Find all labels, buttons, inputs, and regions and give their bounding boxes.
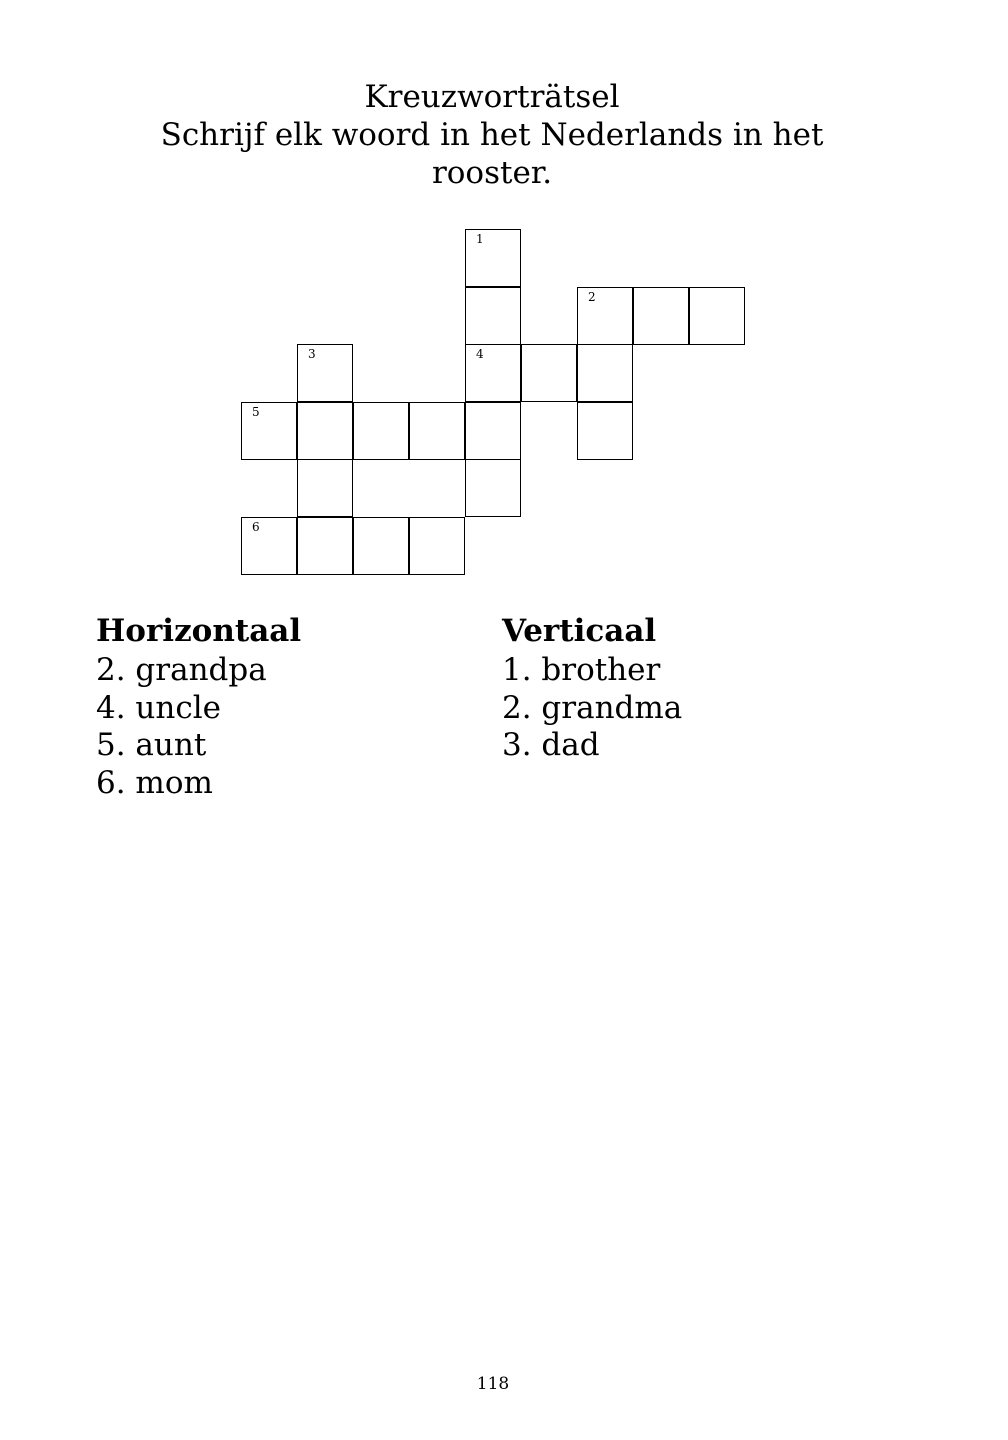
- down-clues: [502, 612, 902, 765]
- clue-number: 4: [476, 347, 484, 361]
- down-heading: Verticaal: [502, 613, 657, 649]
- clue-number: 3: [308, 347, 316, 361]
- crossword-cell[interactable]: [241, 402, 297, 460]
- crossword-cell[interactable]: [297, 402, 353, 460]
- across-clue: 2. grandpa: [96, 652, 267, 688]
- clue-number: 6: [252, 520, 260, 534]
- crossword-cell[interactable]: [577, 287, 633, 345]
- crossword-cell[interactable]: [353, 402, 409, 460]
- crossword-cell[interactable]: [465, 287, 521, 345]
- across-clue-list: [96, 652, 476, 802]
- crossword-cell[interactable]: [409, 517, 465, 575]
- crossword-cell[interactable]: [577, 344, 633, 402]
- crossword-cell[interactable]: [297, 344, 353, 402]
- across-clues: [96, 612, 476, 802]
- down-clue: 1. brother: [502, 652, 661, 688]
- crossword-cell[interactable]: [297, 459, 353, 517]
- puzzle-instructions: Schrijf elk woord in het Nederlands in het rooster.: [160, 117, 824, 191]
- crossword-cell[interactable]: [465, 459, 521, 517]
- down-clue: 3. dad: [502, 727, 600, 763]
- crossword-grid: [0, 0, 1008, 600]
- crossword-cell[interactable]: [465, 402, 521, 460]
- crossword-cell[interactable]: [689, 287, 745, 345]
- crossword-cell[interactable]: [409, 402, 465, 460]
- crossword-cell[interactable]: [465, 344, 521, 402]
- crossword-cell[interactable]: [577, 402, 633, 460]
- crossword-cell[interactable]: [297, 517, 353, 575]
- across-heading: Horizontaal: [96, 613, 302, 649]
- across-clue: 4. uncle: [96, 689, 221, 726]
- puzzle-title: Kreuzworträtsel: [364, 79, 620, 115]
- crossword-cell[interactable]: [521, 344, 577, 402]
- across-clue: 5. aunt: [96, 727, 207, 763]
- clue-number: 2: [588, 290, 596, 304]
- across-clue: 6. mom: [96, 764, 213, 801]
- crossword-cell[interactable]: [465, 229, 521, 287]
- clue-number: 5: [252, 405, 260, 419]
- down-clue: 2. grandma: [502, 689, 683, 726]
- crossword-cell[interactable]: [633, 287, 689, 345]
- page-number: 118: [476, 1374, 510, 1394]
- down-clue-list: [502, 652, 902, 765]
- crossword-cell[interactable]: [241, 517, 297, 575]
- clue-number: 1: [476, 232, 484, 246]
- crossword-cell[interactable]: [353, 517, 409, 575]
